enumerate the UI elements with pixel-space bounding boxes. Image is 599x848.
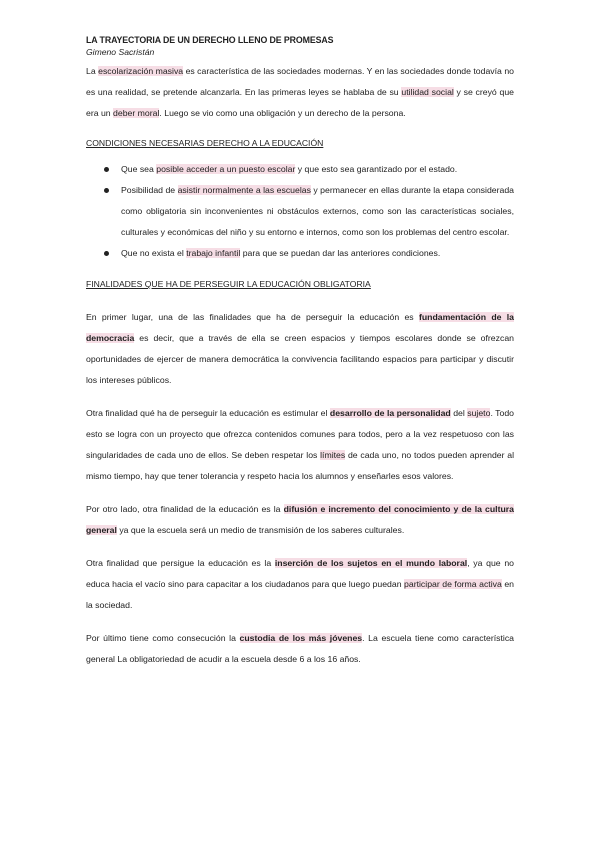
intro-paragraph (86, 61, 514, 124)
highlighted-phrase: sujeto (467, 408, 491, 418)
highlighted-phrase: posible acceder a un puesto escolar (156, 164, 296, 174)
condition-item (86, 180, 514, 243)
text-run: es decir, que a través de ella se creen espacios y tiempos escolares donde se ofrezcan oportunidades de ejercer de manera democrática la convivencia facilitando espacios para participar y discutir los intereses públicos. (86, 333, 514, 385)
highlighted-bold-phrase: desarrollo de la personalidad (329, 408, 451, 418)
text-run: Posibilidad de (121, 185, 178, 195)
purpose-paragraph (86, 553, 514, 616)
highlighted-bold-phrase: difusión e incremento del conocimiento y de la cultura general (86, 504, 515, 535)
condition-text (121, 248, 440, 258)
text-run: en la sociedad. (86, 579, 514, 610)
condition-text (121, 185, 514, 237)
purpose-paragraph (86, 307, 514, 391)
text-run: . Todo esto se logra con un proyecto que ofrezca contenidos comunes para todos, pero a la vez respetuoso con las singularidades de cada uno de ellos. Se deben respetar los (86, 408, 514, 460)
text-run: para que se puedan dar las anteriores condiciones. (240, 248, 441, 258)
text-run: Que no exista el (121, 248, 187, 258)
highlighted-phrase: deber moral (113, 108, 160, 118)
text-run: del (450, 408, 468, 418)
highlighted-phrase: participar de forma activa (404, 579, 502, 589)
document-title: LA TRAYECTORIA DE UN DERECHO LLENO DE PROMESAS (86, 35, 334, 45)
purpose-paragraph (86, 628, 514, 670)
highlighted-phrase: utilidad social (401, 87, 454, 97)
condition-text (121, 164, 457, 174)
condition-item (86, 159, 514, 180)
text-run: Por último tiene como consecución la (86, 633, 240, 643)
condition-item (86, 243, 514, 264)
text-run: y se creyó que era un (86, 87, 514, 118)
text-run: ya que la escuela será un medio de transmisión de los saberes culturales. (116, 525, 405, 535)
text-run: es característica de las sociedades modernas. Y en las sociedades donde todavía no es una realidad, se pretende alcanzarla. En las primeras leyes se hablaba de su (86, 66, 514, 97)
text-run: Que sea (121, 164, 157, 174)
text-run: Por otro lado, otra finalidad de la educación es la (86, 504, 284, 514)
text-run: . La escuela tiene como característica general La obligatoriedad de acudir a la escuela desde 6 a los 16 años. (86, 633, 514, 664)
text-run: y permanecer en ellas durante la etapa considerada como obligatoria sin inconvenientes ni obstáculos externos, como son las características sociales, culturales y económicas del niño y su entorno e internos, como son los problemas del centro escolar. (121, 185, 514, 237)
text-run: . Luego se vio como una obligación y un derecho de la persona. (159, 108, 406, 118)
section-heading-purposes: FINALIDADES QUE HA DE PERSEGUIR LA EDUCACIÓN OBLIGATORIA (86, 279, 371, 289)
text-run: de cada uno, no todos pueden aprender al mismo tiempo, hay que tener tolerancia y respeto hacia los alumnos y enseñarles esos valores. (86, 450, 514, 481)
highlighted-phrase: trabajo infantil (186, 248, 241, 258)
conditions-list (86, 159, 514, 264)
highlighted-bold-phrase: inserción de los sujetos en el mundo laboral (274, 558, 468, 568)
purpose-paragraph (86, 499, 514, 541)
text-run: La (86, 66, 99, 76)
highlighted-bold-phrase: fundamentación de la democracia (86, 312, 514, 343)
document-page (86, 34, 514, 670)
highlighted-phrase: límites (320, 450, 346, 460)
bullet-icon (104, 167, 109, 172)
highlighted-phrase: escolarización masiva (98, 66, 184, 76)
document-author: Gimeno Sacristán (86, 47, 155, 57)
bullet-icon (104, 251, 109, 256)
text-run: y que esto sea garantizado por el estado. (295, 164, 458, 174)
text-run: Otra finalidad qué ha de perseguir la educación es estimular el (86, 408, 330, 418)
text-run: , ya que no educa hacia el vacío sino para capacitar a los ciudadanos para que luego puedan (86, 558, 514, 589)
highlighted-phrase: asistir normalmente a las escuelas (177, 185, 311, 195)
text-run: Otra finalidad que persigue la educación es la (86, 558, 275, 568)
section-heading-conditions: CONDICIONES NECESARIAS DERECHO A LA EDUCACIÓN (86, 138, 324, 148)
purpose-paragraph (86, 403, 514, 487)
bullet-icon (104, 188, 109, 193)
highlighted-bold-phrase: custodia de los más jóvenes (239, 633, 363, 643)
text-run: En primer lugar, una de las finalidades que ha de perseguir la educación es (86, 312, 419, 322)
